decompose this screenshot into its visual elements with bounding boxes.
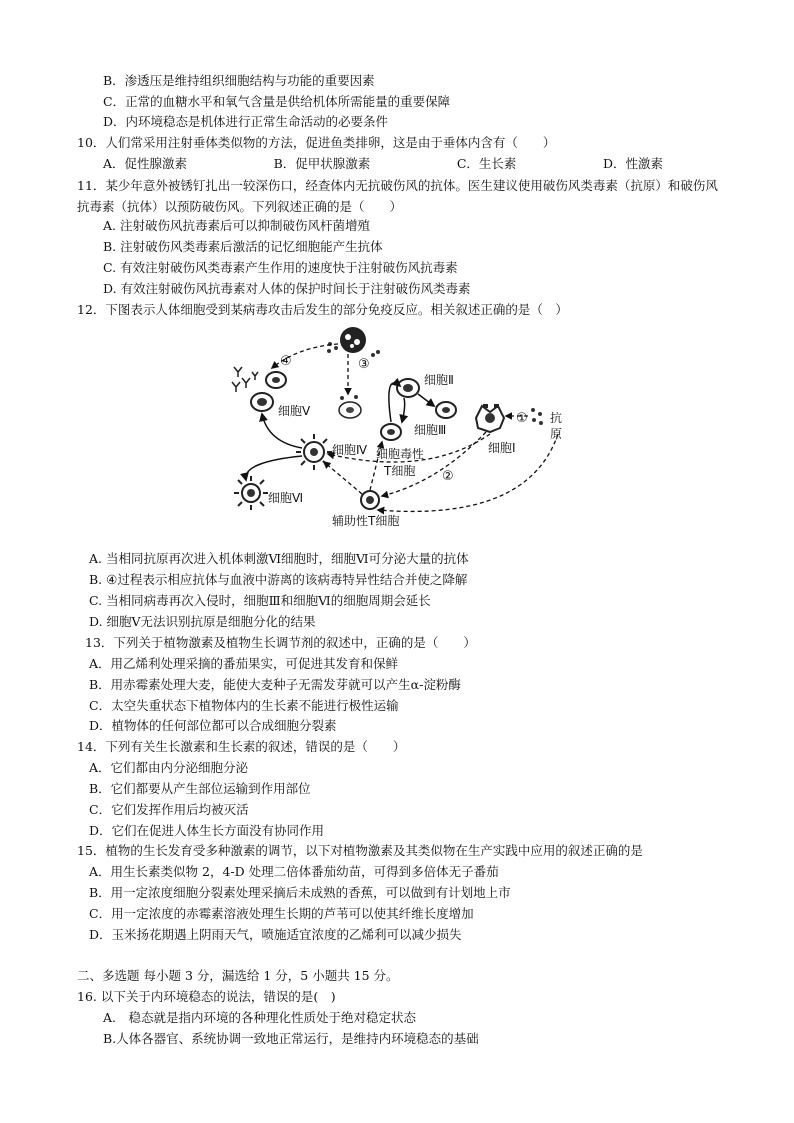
cell-4-icon: [296, 434, 332, 470]
label-antigen-2: 原: [550, 427, 563, 441]
q12-stem: 12．下图表示人体细胞受到某病毒攻击后发生的部分免疫反应。相关叙述正确的是（ ）: [77, 302, 568, 317]
cell-3-icon: [436, 402, 456, 418]
virus-cell-icon: [327, 327, 380, 357]
q15-option-a: A．用生长素类似物 2，4-D 处理二倍体番茄幼苗，可得到多倍体无子番茄: [89, 864, 499, 879]
q9-option-c: C．正常的血糖水平和氧气含量是供给机体所需能量的重要保障: [103, 94, 451, 109]
label-cell-1: 细胞Ⅰ: [488, 441, 516, 455]
q15-option-d: D．玉米扬花期遇上阴雨天气，喷施适宜浓度的乙烯利可以减少损失: [89, 927, 462, 942]
antibodies-icon: [232, 367, 258, 392]
cell-1-icon: [476, 404, 504, 432]
q15-option-c: C．用一定浓度的赤霉素溶液处理生长期的芦苇可以使其纤维长度增加: [89, 906, 474, 921]
label-cell-5: 细胞Ⅴ: [278, 404, 311, 418]
q11-option-a: A. 注射破伤风抗毒素后可以抑制破伤风杆菌增殖: [103, 218, 370, 233]
q14-option-d: D．它们在促进人体生长方面没有协同作用: [89, 823, 325, 838]
antigen-particles-icon: [531, 408, 543, 425]
label-cell-2: 细胞Ⅱ: [424, 373, 454, 387]
q10-options: [103, 156, 663, 172]
label-cell-6: 细胞Ⅵ: [268, 491, 304, 505]
cytotoxic-t-cell-icon: [381, 424, 401, 440]
marker-3: ③: [358, 357, 370, 372]
q10-stem: 10．人们常采用注射垂体类似物的方法，促进鱼类排卵，这是由于垂体内含有（ ）: [77, 135, 556, 150]
q13-option-c: C．太空失重状态下植物体内的生长素不能进行极性运输: [89, 698, 399, 713]
label-cell-3: 细胞Ⅲ: [414, 423, 447, 437]
marker-4: ④: [280, 354, 292, 369]
label-ctl-line1: 细胞毒性: [376, 447, 425, 461]
arrow-cell2-to-cell3: [418, 394, 434, 406]
q12-option-c: C. 当相同病毒再次入侵时，细胞Ⅲ和细胞Ⅵ的细胞周期会延长: [89, 593, 431, 608]
q9-option-d: D．内环境稳态是机体进行正常生命活动的必要条件: [103, 114, 389, 129]
q9-option-b: B．渗透压是维持组织细胞结构与功能的重要因素: [103, 73, 375, 88]
q15-option-b: B．用一定浓度细胞分裂素处理采摘后未成熟的香蕉，可以做到有计划地上市: [89, 885, 511, 900]
q16-option-a: A. 稳态就是指内环境的各种理化性质处于绝对稳定状态: [103, 1010, 417, 1025]
q14-option-b: B．它们都要从产生部位运输到作用部位: [89, 781, 311, 796]
q11-option-b: B. 注射破伤风类毒素后激活的记忆细胞能产生抗体: [103, 239, 383, 254]
label-antigen-1: 抗: [550, 411, 563, 425]
q13-stem: 13．下列关于植物激素及植物生长调节剂的叙述中，正确的是（ ）: [85, 635, 476, 650]
arrow-cell4-to-cell5: [262, 414, 302, 448]
q14-stem: 14．下列有关生长激素和生长素的叙述，错误的是（ ）: [77, 739, 406, 754]
section-2-heading: 二、多选题 每小题 3 分，漏选给 1 分，5 小题共 15 分。: [77, 968, 399, 983]
q13-option-a: A．用乙烯利处理采摘的番茄果实，可促进其发育和保鲜: [89, 656, 399, 671]
q11-option-d: D. 有效注射破伤风抗毒素对人体的保护时间长于注射破伤风类毒素: [103, 281, 471, 296]
marker-1: ①: [516, 411, 528, 426]
arrow-helper-to-cell4: [324, 462, 362, 494]
q12-option-b: B. ④过程表示相应抗体与血液中游离的该病毒特异性结合并使之降解: [89, 572, 468, 587]
q10-option-d: D．性激素: [602, 156, 663, 171]
marker-2: ②: [442, 469, 454, 484]
q14-option-a: A．它们都由内分泌细胞分泌: [89, 760, 249, 775]
cell-6-icon: [234, 476, 268, 510]
q11-stem: 11．某少年意外被锈钉扎出一较深伤口，经查体内无抗破伤风的抗体。医生建议使用破伤风类毒素（抗原）和破伤风抗毒素（抗体）以预防破伤风。下列叙述正确的是（ ）: [77, 178, 718, 214]
q16-option-b: B.人体各器官、系统协调一致地正常运行，是维持内环境稳态的基础: [103, 1031, 479, 1046]
q15-stem: 15．植物的生长发育受多种激素的调节，以下对植物激素及其类似物在生产实践中应用的叙述正确的是: [77, 843, 643, 858]
arrow-cell4-to-cell6: [246, 456, 302, 480]
q10-option-b: B．促甲状腺激素: [273, 156, 371, 171]
q16-stem: 16. 以下关于内环境稳态的说法，错误的是( ): [77, 989, 336, 1004]
cell-2-icon: [397, 379, 419, 397]
q13-option-b: B．用赤霉素处理大麦，能使大麦种子无需发芽就可以产生α-淀粉酶: [89, 677, 461, 692]
q12-option-a: A. 当相同抗原再次进入机体刺激Ⅵ细胞时，细胞Ⅵ可分泌大量的抗体: [89, 551, 469, 566]
q13-option-d: D．植物体的任何部位都可以合成细胞分裂素: [89, 718, 337, 733]
label-helper-t: 辅助性T细胞: [332, 514, 400, 528]
q10-option-c: C．生长素: [456, 156, 517, 171]
q11-option-c: C. 有效注射破伤风类毒素产生作用的速度快于注射破伤风抗毒素: [103, 260, 458, 275]
helper-t-cell-icon: [361, 491, 379, 509]
q12-option-d: D. 细胞Ⅴ无法识别抗原是细胞分化的结果: [89, 614, 316, 629]
q10-option-a: A．促性腺激素: [103, 156, 188, 171]
label-ctl-line2: T细胞: [384, 464, 416, 478]
lysed-cell-icon: [339, 395, 361, 418]
q14-option-c: C．它们发挥作用后均被灭活: [89, 802, 249, 817]
label-cell-4: 细胞Ⅳ: [332, 443, 368, 457]
immune-response-diagram: [228, 322, 590, 532]
arrow-cell2-to-ctl: [402, 398, 405, 422]
